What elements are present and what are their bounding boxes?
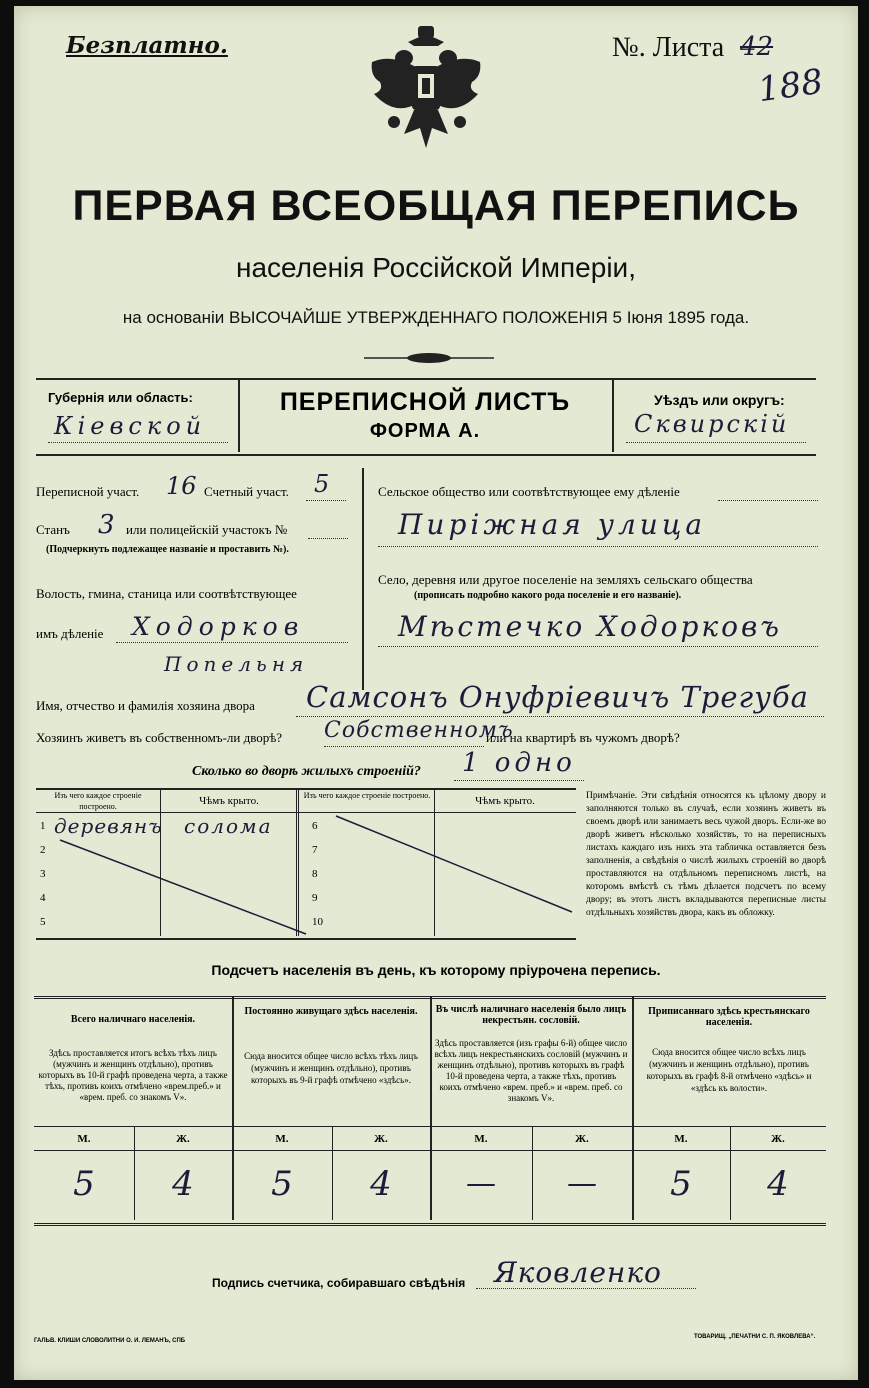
census-sheet: [14, 6, 858, 1380]
group2-title: Постоянно живущаго здѣсь населенія.: [244, 1006, 418, 1017]
uchast-label: Переписной участ.: [36, 484, 140, 499]
group2-f-value: 4: [370, 1164, 392, 1204]
stan-label: Станъ: [36, 522, 70, 537]
footer-right: ТОВАРИЩ. „ПЕЧАТНИ С. П. ЯКОВЛЕВА“.: [694, 1334, 816, 1340]
volost-value: Ходорков: [132, 612, 305, 641]
buildings-col-material-2: Изъ чего каждое строеніе построено.: [303, 791, 431, 800]
stan-value: 3: [98, 510, 115, 540]
selo-note: (прописать подробно какого рода поселеніе и его названіе).: [414, 590, 682, 601]
ornament-divider: [364, 350, 494, 366]
uezd-label: Уѣздъ или округъ:: [654, 392, 785, 408]
selsk-value: Пиріжная улица: [398, 508, 707, 541]
group1-m-label: М.: [77, 1133, 91, 1145]
group1-title: Всего наличнаго населенія.: [70, 1014, 196, 1025]
lives-label: Хозяинъ живетъ въ собственномъ-ли дворѣ?: [36, 730, 283, 745]
uezd-value: Сквирскій: [634, 410, 790, 438]
row-number: 2: [40, 844, 46, 856]
group2-m-label: М.: [275, 1133, 289, 1145]
group3-f-value: —: [567, 1166, 597, 1201]
police-label: или полицейскій участокъ №: [126, 522, 288, 537]
row-number: 8: [312, 868, 318, 880]
group4-desc: Сюда вносится общее число всѣхъ лицъ (мужчинъ и женщинъ отдѣльно), противъ которыхъ въ графѣ 8-й отмѣчено «здѣсь» и «здѣсь къ волости».: [646, 1047, 812, 1093]
group4-m-label: М.: [674, 1133, 688, 1145]
group4-f-label: Ж.: [771, 1133, 785, 1145]
signature-value: Яковленко: [494, 1256, 662, 1289]
group4-f-value: 4: [767, 1164, 789, 1204]
note-text: Примѣчаніе. Эти свѣдѣнія относятся къ цѣлому двору и заполняются только въ случаѣ, если хозяинъ живетъ въ своемъ дворѣ или занимаетъ весь чужой дворъ. Если-же во дворѣ живетъ нѣсколько хозяйствъ, то на переписныхъ листахъ каждаго изъ нихъ эта табличка оставляется безъ заполненія, а свѣдѣнія о числѣ жилыхъ строеній во дворѣ проставляются на отдѣльномъ переписномъ листѣ, на которомъ вмѣстѣ съ тѣмъ дѣлается подсчетъ по всему двору; въ этотъ листъ вкладываются переписные листы отдѣльныхъ хозяйствъ двора, какъ въ обложку.: [586, 791, 826, 918]
buildings-col-roof-2: Чѣмъ крыто.: [475, 795, 535, 807]
volost-value-2: Попельня: [164, 652, 309, 676]
footer-left: ГАЛЬВ. КЛИШИ СЛОВОЛИТНИ О. И. ЛЕМАНЪ, СПБ: [34, 1338, 186, 1344]
row1-roof: солома: [184, 814, 273, 838]
volost-label-2: имъ дѣленіе: [36, 626, 104, 641]
gubernia-label: Губернія или область:: [48, 390, 193, 405]
row-number: 9: [312, 892, 318, 904]
buildings-label: Сколько во дворѣ жилыхъ строеній?: [192, 764, 421, 779]
free-label: Безплатно.: [66, 32, 228, 59]
form-title: ПЕРЕПИСНОЙ ЛИСТЪ: [279, 388, 571, 416]
row-number: 3: [40, 868, 46, 880]
selsk-label: Сельское общество или соотвѣтствующее ему дѣленіе: [378, 484, 680, 499]
group1-f-label: Ж.: [176, 1133, 190, 1145]
row-number: 6: [312, 820, 318, 832]
schet-value: 5: [314, 470, 330, 498]
owner-label: Имя, отчество и фамилія хозяина двора: [36, 698, 255, 713]
gubernia-value: Кіевской: [54, 412, 207, 440]
count-heading: Подсчетъ населенія въ день, къ которому пріурочена перепись.: [211, 962, 661, 978]
row-number: 1: [40, 820, 46, 832]
row-number: 4: [40, 892, 46, 904]
owner-value: Самсонъ Онуфріевичъ Трегуба: [306, 680, 809, 714]
sheet-number-label: №. Листа: [612, 32, 725, 63]
sheet-number-struck: 42: [740, 32, 774, 62]
row1-material: деревянъ: [54, 814, 163, 838]
group4-title: Приписаннаго здѣсь крестьянскаго населенія.: [648, 1006, 810, 1028]
page-title: ПЕРВАЯ ВСЕОБЩАЯ ПЕРЕПИСЬ: [72, 182, 800, 230]
row-number: 10: [312, 916, 323, 928]
group2-f-label: Ж.: [374, 1133, 388, 1145]
group3-title: Въ числѣ наличнаго населенія было лицъ некрестьян. сословій.: [435, 1004, 627, 1026]
row-number: 5: [40, 916, 46, 928]
strike-through-lines: [36, 788, 576, 936]
group4-m-value: 5: [670, 1164, 692, 1204]
page-basis: на основаніи ВЫСОЧАЙШЕ УТВЕРЖДЕННАГО ПОЛОЖЕНІЯ 5 Іюня 1895 года.: [122, 308, 750, 327]
underline-note: (Подчеркнуть подлежащее названіе и проставить №).: [46, 544, 289, 555]
group3-f-label: Ж.: [575, 1133, 589, 1145]
row-number: 7: [312, 844, 318, 856]
lives-label-2: или на квартирѣ въ чужомъ дворѣ?: [486, 730, 680, 745]
lives-value: Собственномъ: [324, 718, 514, 743]
group2-m-value: 5: [271, 1164, 293, 1204]
sheet-number-value: 188: [755, 61, 826, 111]
selo-label: Село, деревня или другое поселеніе на земляхъ сельскаго общества: [378, 572, 753, 587]
buildings-col-material: Изъ чего каждое строеніе построено.: [54, 791, 142, 811]
group3-m-value: —: [466, 1166, 496, 1201]
buildings-value: 1 одно: [462, 748, 576, 778]
group1-m-value: 5: [73, 1164, 95, 1204]
imperial-eagle-icon: [364, 24, 488, 152]
page-subtitle: населенія Россійской Имперіи,: [236, 252, 636, 283]
group1-f-value: 4: [172, 1164, 194, 1204]
group3-desc: Здѣсь проставляется (изъ графы 6-й) общее число всѣхъ лицъ некрестьянскихъ сословій (мужчинъ и женщинъ отдѣльно), противъ которыхъ въ графѣ 10-й проведена черта, а также тѣхъ, противъ коихъ отмѣчено «врем. преб.» и «врем. преб. со знакомъ V».: [434, 1038, 628, 1103]
group2-desc: Сюда вносится общее число всѣхъ тѣхъ лицъ (мужчинъ и женщинъ отдѣльно), противъ которыхъ въ 9-й графѣ отмѣчено «здѣсь».: [244, 1051, 418, 1085]
group1-desc: Здѣсь проставляется итогъ всѣхъ тѣхъ лицъ (мужчинъ и женщинъ отдѣльно), противъ которыхъ въ 10-й графѣ проведена черта, а также тѣхъ, противъ коихъ отмѣчено «врем.преб.» и «врем. преб. со знакомъ V».: [38, 1048, 228, 1102]
schet-label: Счетный участ.: [204, 484, 289, 499]
selo-value: Мѣстечко Ходорковъ: [398, 610, 782, 643]
buildings-col-roof: Чѣмъ крыто.: [199, 795, 259, 807]
signature-label: Подпись счетчика, собиравшаго свѣдѣнія: [212, 1276, 466, 1290]
form-subtitle: ФОРМА А.: [369, 420, 481, 442]
volost-label: Волость, гмина, станица или соотвѣтствующее: [36, 586, 297, 601]
group3-m-label: М.: [474, 1133, 488, 1145]
uchast-value: 16: [166, 472, 197, 500]
